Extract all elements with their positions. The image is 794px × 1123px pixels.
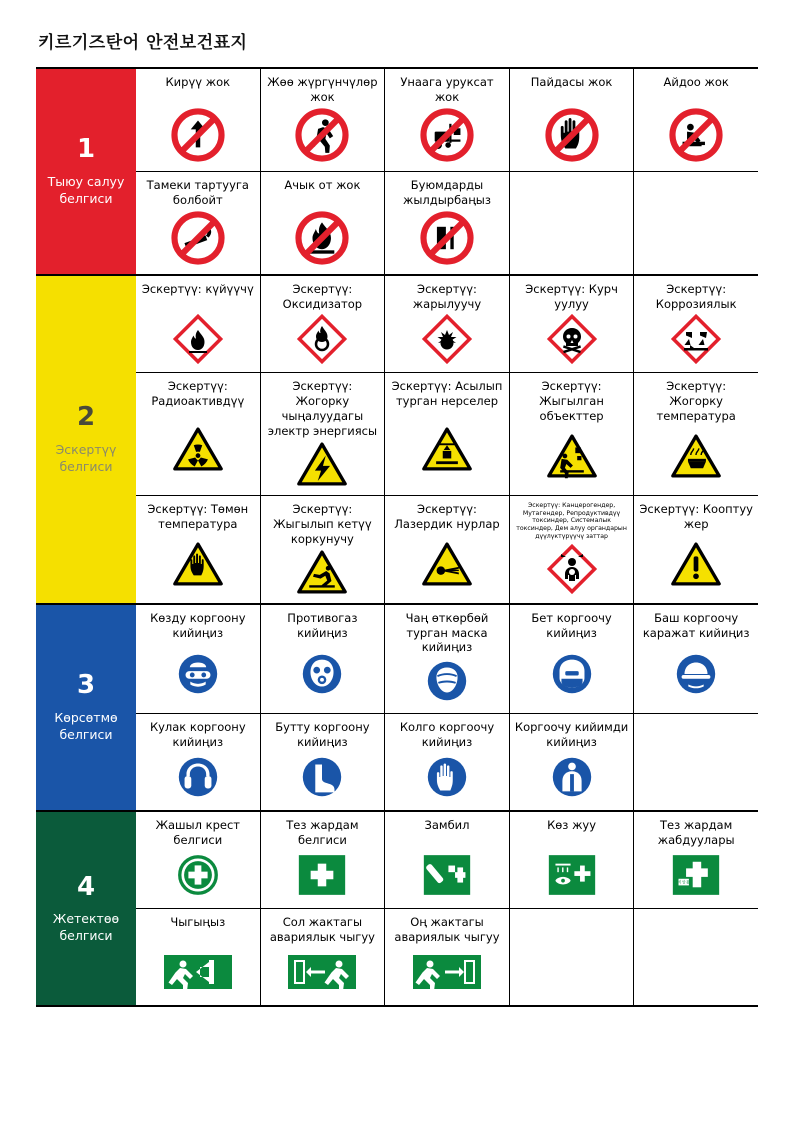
section-warning: [36, 276, 758, 605]
sign-label: Тез жардам белгиси: [286, 818, 359, 848]
sign-cell-empty: [510, 909, 635, 1005]
sign-cell-empty: [634, 909, 758, 1005]
sign-cell-empty: [634, 714, 758, 810]
sign-label: Замбил: [424, 818, 470, 833]
wear-gloves-icon: [389, 752, 505, 802]
table-row: [136, 605, 758, 715]
sign-cell: [634, 373, 758, 495]
sign-cell: [385, 812, 510, 908]
no-pedestrians-icon: [265, 107, 381, 163]
wear-dust-mask-icon: [389, 657, 505, 705]
warn-high-temperature-icon: [638, 426, 754, 487]
sign-label: Жашыл крест белгиси: [155, 818, 240, 848]
sign-cell: [136, 605, 261, 714]
sign-cell: [634, 605, 758, 714]
warn-low-temperature-icon: [140, 534, 256, 595]
stretcher-icon: [389, 850, 505, 900]
sign-cell: [510, 373, 635, 495]
sign-cell: [634, 69, 758, 171]
sign-cell: [385, 714, 510, 810]
warn-general-icon: [638, 534, 754, 595]
category-label: Көрсөтмө белгиси: [54, 709, 118, 742]
table-row: [136, 276, 758, 373]
sign-label: Унаага уруксат жок: [400, 75, 494, 104]
sign-label: Эскертүү: Коррозиялык: [655, 282, 737, 311]
sign-label: Жөө жүргүнчүлөр жок: [267, 75, 378, 104]
sign-label: Көзду коргоону кийиңиз: [150, 610, 246, 640]
sign-cell: [261, 909, 386, 1005]
wear-gas-mask-icon: [265, 643, 381, 706]
sign-label: Сол жактагы авариялык чыгуу: [269, 915, 375, 945]
sign-label: Эскертүү: жарылуучу: [412, 282, 482, 311]
sign-label: Колго коргоочу кийиңиз: [399, 720, 495, 750]
wear-ear-protection-icon: [140, 752, 256, 802]
category-label: Жетектөө белгиси: [52, 911, 120, 944]
sign-label: Эскертүү: Оксидизатор: [282, 282, 363, 311]
category-number: 4: [76, 871, 96, 902]
sign-label: Эскертүү: Төмөн температура: [147, 501, 249, 531]
category-label: Эскертүү белгиси: [55, 441, 117, 474]
sign-label: Эскертүү: Канцерогендер, Мутагендер, Репродуктивдүү токсиндер, Системалык токсиндер, Дем алуу органдарын дүүлүктүрүүчү заттар: [516, 501, 627, 540]
warn-high-voltage-icon: [265, 441, 381, 487]
no-forklift-icon: [389, 107, 505, 163]
sign-label: Пайдасы жок: [530, 75, 613, 89]
table-row: [136, 909, 758, 1005]
sign-cell: [510, 605, 635, 714]
sign-cell: [261, 812, 386, 908]
category-4: [36, 812, 136, 1005]
category-number: 3: [76, 670, 96, 701]
wear-eye-protection-icon: [140, 643, 256, 706]
sign-cell: [136, 172, 261, 274]
warn-radioactive-icon: [140, 411, 256, 487]
svg-text:비상용: 비상용: [677, 880, 691, 886]
table-row: [136, 69, 758, 172]
sign-cell: [385, 909, 510, 1005]
sign-label: Коргоочу кийимди кийиңиз: [514, 720, 629, 750]
sign-cell: [385, 172, 510, 274]
section-emergency: [36, 812, 758, 1005]
sign-cell: [385, 276, 510, 372]
sign-label: Эскертүү: Жогорку чыңалуудагы электр энергиясы: [267, 379, 378, 438]
sign-label: Буюмдарды жылдырбаңыз: [402, 178, 492, 207]
ghs-flammable-icon: [140, 314, 256, 364]
sign-label: Айдоо жок: [663, 75, 729, 89]
warn-suspended-load-icon: [389, 411, 505, 487]
no-touch-hand-icon: [514, 107, 630, 163]
sign-label: Эскертүү: Жогорку температура: [656, 379, 736, 423]
emergency-equipment-icon: [638, 850, 754, 900]
sign-label: Тамеки тартууга болбойт: [146, 178, 249, 207]
sign-cell: [136, 373, 261, 495]
no-sitting-icon: [638, 107, 754, 163]
wear-helmet-icon: [638, 643, 754, 706]
category-number: 2: [76, 402, 96, 433]
sign-label: Баш коргоочу каражат кийиңиз: [642, 610, 750, 640]
warn-slip-fall-icon: [265, 549, 381, 595]
sign-cell: [385, 373, 510, 495]
sign-label: Противогаз кийиңиз: [287, 610, 358, 640]
no-moving-objects-icon: [389, 210, 505, 266]
sign-cell: [136, 496, 261, 603]
sign-cell: [136, 909, 261, 1005]
table-row: [136, 496, 758, 603]
table-row: [136, 714, 758, 810]
sign-cell: [261, 496, 386, 603]
sign-cell: [136, 69, 261, 171]
sign-cell: [261, 172, 386, 274]
sign-cell: [136, 812, 261, 908]
sign-label: Эскертүү: Асылып турган нерселер: [391, 379, 503, 408]
category-3: [36, 605, 136, 811]
sign-cell: [136, 276, 261, 372]
category-number: 1: [76, 134, 96, 165]
emergency-exit-right-icon: [389, 947, 505, 997]
sign-cell: [261, 373, 386, 495]
table-row: [136, 373, 758, 496]
sign-cell: [510, 714, 635, 810]
ghs-oxidizer-icon: [265, 314, 381, 364]
sign-label: Чаң өткөрбөй турган маска кийиңиз: [405, 610, 489, 655]
sign-label: Ачык от жок: [284, 178, 361, 192]
warn-laser-icon: [389, 534, 505, 595]
sign-label: Тез жардам жабдуулары: [657, 818, 735, 848]
warn-falling-objects-icon: [514, 426, 630, 487]
table-row: [136, 172, 758, 274]
ghs-corrosive-icon: [638, 314, 754, 364]
section-prohibition: [36, 69, 758, 276]
sign-label: Эскертүү: Кооптуу жер: [639, 501, 753, 531]
sign-cell: [261, 714, 386, 810]
table-row: [136, 812, 758, 909]
sign-cell: [510, 812, 635, 908]
sign-label: Эскертүү: Радиоактивдүү: [151, 379, 245, 408]
page-title: 키르기즈탄어 안전보건표지: [38, 33, 248, 53]
sign-label: Чыгыңыз: [170, 915, 226, 930]
sign-cell: [261, 69, 386, 171]
sign-label: Эскертүү: күйүүчү: [141, 282, 254, 296]
eye-wash-icon: [514, 850, 630, 900]
no-entry-pedestrian-icon: [140, 107, 256, 163]
wear-face-shield-icon: [514, 643, 630, 706]
category-1: [36, 69, 136, 274]
wear-protective-clothing-icon: [514, 752, 630, 802]
exit-icon: [140, 947, 256, 997]
sign-label: Кулак коргоону кийиңиз: [149, 720, 246, 750]
emergency-exit-left-icon: [265, 947, 381, 997]
ghs-health-hazard-icon: [514, 543, 630, 595]
sign-label: Эскертүү: Лазердик нурлар: [394, 501, 500, 531]
first-aid-icon: [265, 850, 381, 900]
no-smoking-icon: [140, 210, 256, 266]
sign-cell-empty: [634, 172, 758, 274]
sign-label: Оң жактагы авариялык чыгуу: [394, 915, 500, 945]
sign-cell: [634, 496, 758, 603]
sign-label: Көз жуу: [547, 818, 597, 833]
category-label: Тыюу салуу белгиси: [47, 173, 125, 206]
sign-cell: [136, 714, 261, 810]
sign-cell: [634, 276, 758, 372]
ghs-explosive-icon: [389, 314, 505, 364]
sign-cell: [261, 605, 386, 714]
sign-label: Эскертүү: Курч уулуу: [525, 282, 618, 311]
sign-cell: [510, 69, 635, 171]
signs-table: [36, 67, 758, 1007]
sign-cell: [385, 496, 510, 603]
sign-cell: [261, 276, 386, 372]
category-2: [36, 276, 136, 603]
section-mandatory: [36, 605, 758, 813]
sign-cell: [634, 812, 758, 908]
sign-label: Эскертүү: Жыгылып кетүү коркунучу: [273, 501, 372, 546]
ghs-toxic-icon: [514, 314, 630, 364]
sign-label: Бутту коргоону кийиңиз: [275, 720, 370, 750]
sign-label: Бет коргоочу кийиңиз: [531, 610, 612, 640]
no-open-flame-icon: [265, 210, 381, 266]
sign-cell: [385, 69, 510, 171]
sign-cell: [510, 276, 635, 372]
sign-cell: [510, 496, 635, 603]
wear-safety-boots-icon: [265, 752, 381, 802]
sign-cell-empty: [510, 172, 635, 274]
sign-label: Кирүү жок: [165, 75, 231, 89]
green-cross-icon: [140, 850, 256, 900]
sign-cell: [385, 605, 510, 714]
sign-label: Эскертүү: Жыгылган объекттер: [539, 379, 604, 423]
